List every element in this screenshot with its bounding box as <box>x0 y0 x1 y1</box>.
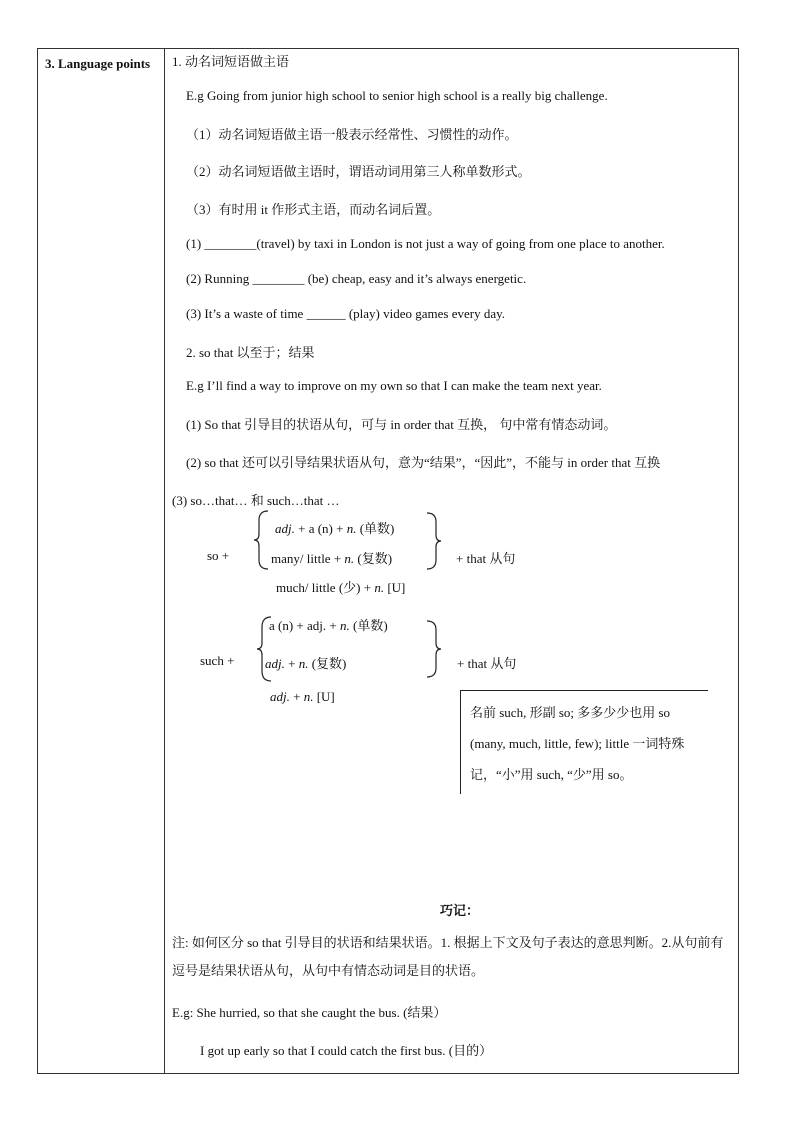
sec2-rule-3: (3) so…that… 和 such…that … <box>172 493 340 508</box>
so-tail: + that 从句 <box>456 551 516 566</box>
sec1-rule-3: （3）有时用 it 作形式主语，而动名词后置。 <box>186 202 441 217</box>
tip-title: 巧记： <box>440 903 480 918</box>
column-divider <box>164 49 165 1073</box>
sec1-heading: 1. 动名词短语做主语 <box>172 54 290 69</box>
sec1-rule-1: （1）动名词短语做主语一般表示经常性、习惯性的动作。 <box>186 127 518 142</box>
sec1-example: E.g Going from junior high school to senior high school is a really big challenge. <box>186 88 608 103</box>
such-lead: such + <box>200 653 235 668</box>
tip-body: 注: 如何区分 so that 引导目的状语和结果状语。1. 根据上下文及句子表达的意思判断。2.从句前有逗号是结果状语从句，从句中有情态动词是目的状语。 <box>172 935 724 978</box>
right-brace-icon <box>426 620 442 678</box>
exercise-2: (2) Running ________ (be) cheap, easy and it’s always energetic. <box>186 271 527 286</box>
sec2-rule-1: (1) So that 引导目的状语从句，可与 in order that 互换， 句中常有情态动词。 <box>186 417 617 432</box>
sec2-heading: 2. so that 以至于；结果 <box>186 345 315 360</box>
left-brace-icon <box>253 510 271 570</box>
exercise-3: (3) It’s a waste of time ______ (play) video games every day. <box>186 306 506 321</box>
exercise-1: (1) ________(travel) by taxi in London is not just a way of going from one place to another. <box>186 236 665 251</box>
example-purpose: I got up early so that I could catch the first bus. (目的） <box>200 1043 493 1058</box>
so-line-1: adj. + a (n) + n. (单数) <box>275 521 395 536</box>
sec1-rule-2: （2）动名词短语做主语时，谓语动词用第三人称单数形式。 <box>186 164 531 179</box>
sec2-rule-2: (2) so that 还可以引导结果状语从句，意为“结果”，“因此”，不能与 in order that 互换 <box>186 455 661 470</box>
so-line-3: much/ little (少) + n. [U] <box>276 580 406 595</box>
such-tail: + that 从句 <box>457 656 517 671</box>
section-label: 3. Language points <box>45 56 151 71</box>
callout-text: 名前 such, 形副 so; 多多少少也用 so (many, much, little, few); little 一词特殊记，“小”用 such, “少”用 so。 <box>470 705 685 782</box>
such-line-1: a (n) + adj. + n. (单数) <box>269 618 388 633</box>
such-line-3: adj. + n. [U] <box>270 689 335 704</box>
right-brace-icon <box>426 512 442 570</box>
example-result: E.g: She hurried, so that she caught the bus. (结果） <box>172 1005 447 1020</box>
so-line-2: many/ little + n. (复数) <box>271 551 393 566</box>
sec2-example: E.g I’ll find a way to improve on my own so that I can make the team next year. <box>186 378 602 393</box>
so-lead: so + <box>207 548 230 563</box>
such-line-2: adj. + n. (复数) <box>265 656 347 671</box>
